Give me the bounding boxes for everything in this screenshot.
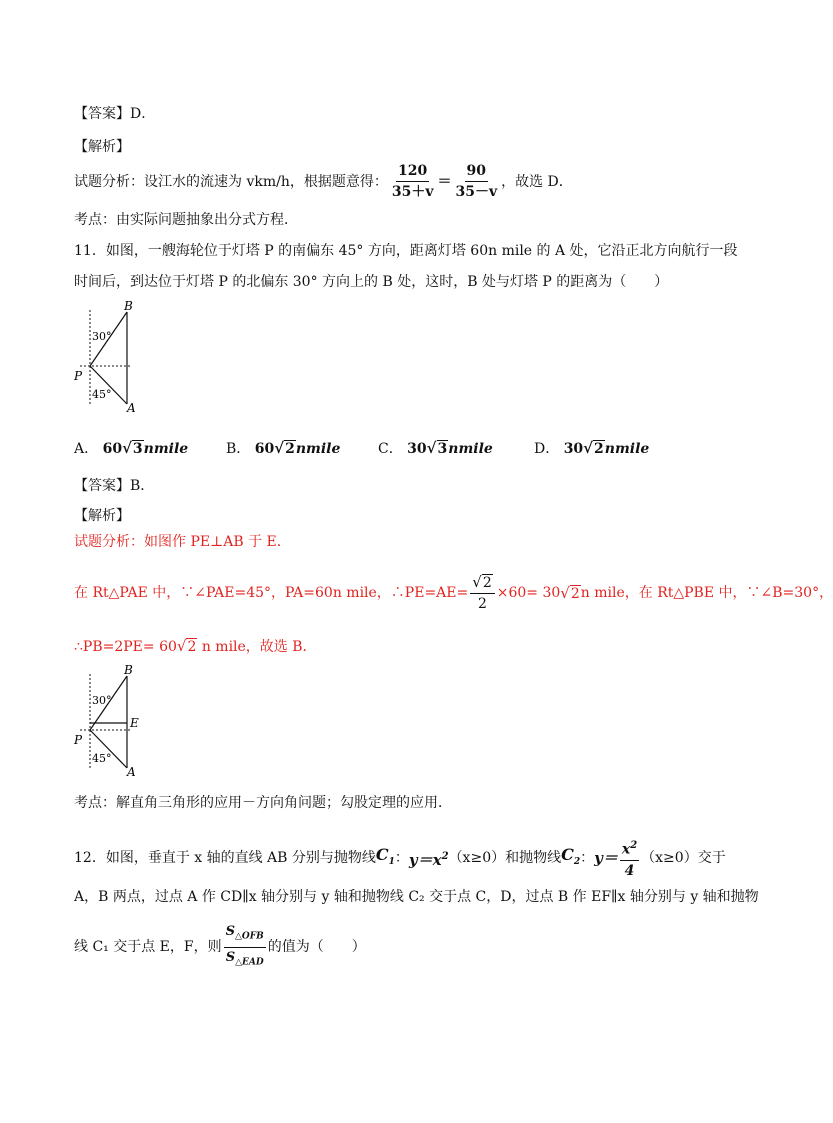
q11-option-c-rad: 3 [437,441,448,457]
q11-sfig-angle-top: 30° [92,694,112,707]
q11-stem-line2: 时间后，到达位于灯塔 P 的北偏东 30° 方向上的 B 处，这时，B 处与灯塔 P 的距离为（ ） [74,274,669,290]
q11-option-b-letter: B． [226,441,251,457]
q10-analysis-line [74,161,573,202]
q12-c1-sub: 1 [388,856,395,867]
q12-line1-a: 12．如图，垂直于 x 轴的直线 AB 分别与抛物线 [74,850,376,867]
q11-sol2-b: ×60= 30 [496,585,561,601]
q12-ratio-den-sub: △EAD [235,957,264,968]
q12-c2-sub: 2 [573,856,581,867]
q12-eq2-num-sup: 2 [630,840,638,851]
q11-sfig-label-b: B [124,663,133,677]
q11-option-a-coef: 60 [102,441,123,457]
q12-eq1 [409,847,449,870]
q11-sfig-angle-bottom: 45° [92,752,112,765]
q12-eq2-num: x [621,841,631,858]
q11-solution-figure [72,664,152,780]
q12-eq2-fraction [620,836,639,881]
q12-c2 [561,845,580,872]
q12-line3-b: 的值为（ ） [267,939,366,956]
q11-solution-line1: 试题分析：如图作 PE⊥AB 于 E． [74,534,291,550]
q11-kaodian: 考点：解直角三角形的应用－方向角问题；勾股定理的应用． [74,795,452,811]
q11-sol2-a: 在 Rt△PAE 中，∵∠PAE=45°，PA=60n mile，∴PE=AE= [74,585,469,601]
q12-line1-e: （x≥0）交于 [641,850,726,867]
q12-ratio-fraction [224,922,266,972]
q12-ratio-num-sub: △OFB [235,931,264,942]
q11-answer: 【答案】B． [74,478,155,494]
q12-line1-d: ： [580,850,595,867]
q12-ratio-den: S [225,949,236,965]
q11-option-d-unit: nmile [604,441,650,457]
q10-left-num: 120 [396,161,429,182]
q12-c1 [376,845,395,872]
q11-figure [72,300,152,416]
q11-option-c-unit: nmile [448,441,493,457]
q12-eq1-sup: 2 [441,850,449,862]
q10-right-den: 35－v [455,184,498,200]
q11-fig-label-p: P [74,369,83,383]
q11-option-a-letter: A． [74,441,99,457]
q12-eq1-text: y＝x [408,850,442,869]
q12-line2: A，B 两点，过点 A 作 CD∥x 轴分别与 y 轴和抛物线 C₂ 交于点 C，D，过点 B 作 EF∥x 轴分别与 y 轴和抛物 [74,889,759,905]
q11-option-d: D． 30√2nmile [534,439,650,457]
q12-line1-b: ： [394,850,409,867]
q10-left-den: 35＋v [391,184,434,200]
q10-analysis-pre: 试题分析：设江水的流速为 vkm/h，根据题意得： [74,173,388,190]
q11-sol2-fraction: $\frac{√2}{2}$ [470,572,494,614]
q11-option-c-letter: C． [378,441,403,457]
q11-sol3-b: n mile，故选 B． [197,639,317,655]
q11-analysis-heading: 【解析】 [74,508,130,524]
q11-option-a-unit: nmile [143,441,189,457]
q11-solution-line2: 在 Rt△PAE 中，∵∠PAE=45°，PA=60n mile，∴PE=AE= $\frac{√2}{2}$ ×60= 30 √ 2 n mile，在 Rt△PBE 中，∵∠B=30°， [74,573,833,612]
q11-option-b-rad: 2 [285,441,295,457]
q11-sol2-rad: 2 [570,585,580,602]
q10-left-fraction [390,161,436,202]
q12-c1-letter: C [375,844,389,864]
q11-fig-angle-top: 30° [92,330,112,343]
q10-right-fraction [453,161,499,202]
q11-sol2-frac-den: 2 [478,596,487,612]
q10-analysis-heading: 【解析】 [74,139,130,155]
q11-option-c-coef: 30 [407,441,427,457]
q11-sfig-label-e: E [130,716,139,730]
q11-option-a: A． 60√3nmile [74,439,189,457]
q10-equals: ＝ [437,173,452,190]
q11-solution-line3: ∴PB=2PE= 60√2 n mile，故选 B． [74,637,317,655]
q12-eq2-den: 4 [624,862,635,879]
q11-fig-label-b: B [124,299,133,313]
q11-option-b-coef: 60 [254,441,275,457]
q11-sol2-c: n mile，在 Rt△PBE 中，∵∠B=30°， [580,585,833,601]
q11-sol2-frac-num: 2 [482,575,492,591]
q12-c2-letter: C [561,844,574,864]
q11-option-b-unit: nmile [295,441,341,457]
q12-eq2-pre: y＝ [594,849,618,868]
q12-line3 [74,922,366,972]
q12-ratio-num: S [225,924,235,939]
q10-answer: 【答案】D． [74,106,156,122]
q11-sfig-label-p: P [74,733,83,747]
q11-fig-label-a: A [127,401,136,415]
q11-fig-angle-bottom: 45° [92,388,112,401]
q10-kaodian: 考点：由实际问题抽象出分式方程． [74,212,298,228]
q11-sol3-rad: 2 [187,639,197,655]
q11-option-d-letter: D． [534,441,560,457]
q12-line1 [74,836,726,881]
q11-stem-line1: 11．如图，一艘海轮位于灯塔 P 的南偏东 45° 方向，距离灯塔 60n mile 的 A 处，它沿正北方向航行一段 [74,243,738,259]
q11-option-c: C． 30√3nmile [378,439,493,457]
q11-option-a-rad: 3 [132,441,143,457]
q12-line3-a: 线 C₁ 交于点 E，F，则 [74,939,222,956]
q10-analysis-post: ，故选 D． [501,173,573,190]
q12-line1-c: （x≥0）和抛物线 [448,850,562,867]
q11-sol3-a: ∴PB=2PE= 60 [74,639,177,655]
q11-option-b: B． 60√2nmile [226,439,341,457]
q10-right-num: 90 [465,161,488,182]
q11-option-d-coef: 30 [563,441,584,457]
q11-option-d-rad: 2 [594,441,604,457]
q11-sfig-label-a: A [127,765,136,779]
